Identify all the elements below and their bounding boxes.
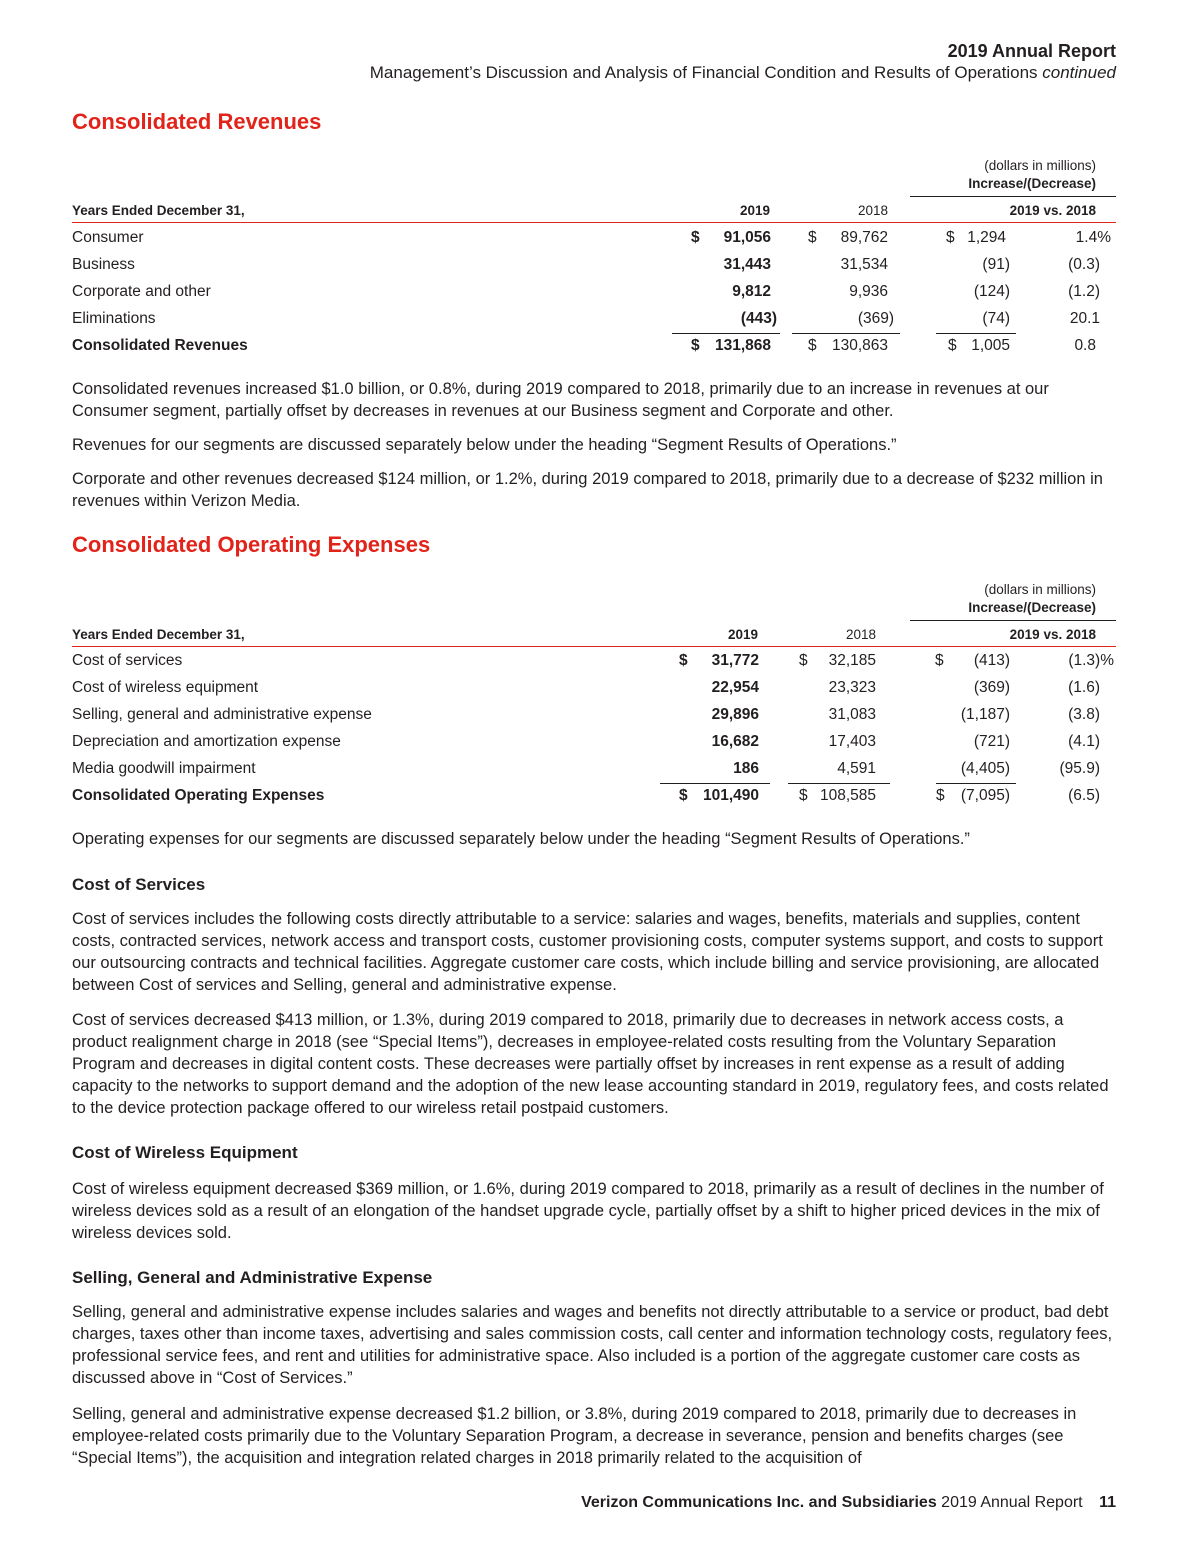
change-value: (1,187) xyxy=(960,706,1010,723)
revenues-table xyxy=(72,158,1116,363)
table-row xyxy=(72,787,1116,814)
value-2019: 9,812 xyxy=(732,283,771,300)
section-subtitle xyxy=(370,63,1116,83)
change-percent: (4.1) xyxy=(1068,733,1100,750)
row-label: Consolidated Revenues xyxy=(72,337,248,354)
dollar-sign: $ xyxy=(948,337,957,354)
table-row xyxy=(72,706,1116,733)
value-2018: 32,185 xyxy=(828,652,876,669)
dollar-sign: $ xyxy=(946,229,955,246)
change-percent: (6.5) xyxy=(1068,787,1100,804)
change-header: Increase/(Decrease) xyxy=(968,600,1096,615)
cost-of-wireless-paragraph: Cost of wireless equipment decreased $369 million, or 1.6%, during 2019 compared to 2018, primarily as a result of declines in the number of wireless devices sold as a result of an elongation of the handset upgrade cycle, partially offset by a shift to higher priced devices in the mix of wireless devices sold. xyxy=(72,1180,1104,1242)
value-2019: 31,443 xyxy=(723,256,771,273)
revenues-heading: Consolidated Revenues xyxy=(72,109,322,134)
value-2018: 108,585 xyxy=(819,787,876,804)
value-2019: 186 xyxy=(733,760,759,777)
revenues-paragraph: Corporate and other revenues decreased $124 million, or 1.2%, during 2019 compared to 2018, primarily due to a decrease of $232 million in revenues within Verizon Media. xyxy=(72,470,1103,510)
row-label: Media goodwill impairment xyxy=(72,760,256,777)
dollar-sign: $ xyxy=(679,652,688,669)
change-percent: (1.2) xyxy=(1068,283,1100,300)
cost-of-services-paragraph: Cost of services includes the following costs directly attributable to a service: salaries and wages, benefits, materials and supplies, content costs, contracted services, network access and transport costs, customer provisioning costs, computer systems support, and costs to support our outsourcing contracts and technical facilities. Aggregate customer care costs, which include billing and service provisioning, are allocated between Cost of services and Selling, general and administrative expense. xyxy=(72,910,1103,994)
change-percent: 0.8 xyxy=(1074,337,1096,354)
change-value: 1,294 xyxy=(967,229,1006,246)
change-percent: (95.9) xyxy=(1059,760,1100,777)
col-2018-header: 2018 xyxy=(857,203,888,218)
value-2018: 89,762 xyxy=(840,229,888,246)
change-header-rule xyxy=(910,620,1116,621)
report-title: 2019 Annual Report xyxy=(947,41,1116,61)
sga-heading: Selling, General and Administrative Expense xyxy=(72,1268,433,1287)
expenses-heading: Consolidated Operating Expenses xyxy=(72,532,431,557)
col-2019-header: 2019 xyxy=(739,203,770,218)
value-2018: 31,534 xyxy=(840,256,888,273)
table-row xyxy=(72,229,1116,256)
header-rule xyxy=(72,646,1116,647)
sga-paragraph: Selling, general and administrative expense decreased $1.2 billion, or 3.8%, during 2019 compared to 2018, primarily due to decreases in employee-related costs primarily due to the Voluntary Separation Program, a decrease in severance, pension and benefits charges (see “Special Items”), the acquisition and integration related charges in 2018 primarily related to the acquisition of xyxy=(72,1405,1077,1467)
dollar-sign: $ xyxy=(935,652,944,669)
value-2019: 131,868 xyxy=(714,337,771,354)
dollar-sign: $ xyxy=(808,337,817,354)
years-header: Years Ended December 31, xyxy=(72,627,245,642)
value-2019: 22,954 xyxy=(711,679,759,696)
dollar-sign: $ xyxy=(799,787,808,804)
change-percent: 1.4% xyxy=(1075,229,1111,246)
value-2019: 29,896 xyxy=(711,706,759,723)
change-value: (91) xyxy=(982,256,1010,273)
value-2019: (443) xyxy=(740,310,777,327)
dollar-sign: $ xyxy=(799,652,808,669)
change-value: (413) xyxy=(973,652,1010,669)
change-header-rule xyxy=(910,196,1116,197)
subtotal-rule xyxy=(660,783,770,784)
value-2018: (369) xyxy=(857,310,894,327)
row-label: Cost of wireless equipment xyxy=(72,679,259,696)
row-label: Selling, general and administrative expense xyxy=(72,706,372,723)
units-note: (dollars in millions) xyxy=(984,158,1096,173)
row-label: Business xyxy=(72,256,135,273)
expenses-table xyxy=(72,582,1116,812)
footer-report: 2019 Annual Report xyxy=(941,1494,1083,1511)
row-label: Corporate and other xyxy=(72,283,211,300)
row-label: Consolidated Operating Expenses xyxy=(72,787,325,804)
cost-of-services-heading: Cost of Services xyxy=(72,875,206,894)
revenues-paragraph: Consolidated revenues increased $1.0 billion, or 0.8%, during 2019 compared to 2018, primarily due to an increase in revenues at our Consumer segment, partially offset by decreases in revenues at our Business segment and Corporate and other. xyxy=(72,380,1049,420)
table-row xyxy=(72,679,1116,706)
page-number: 11 xyxy=(1099,1494,1116,1511)
change-percent: (1.6) xyxy=(1068,679,1100,696)
table-row xyxy=(72,283,1116,310)
change-value: (369) xyxy=(973,679,1010,696)
header-rule xyxy=(72,222,1116,223)
revenues-paragraph: Revenues for our segments are discussed separately below under the heading “Segment Results of Operations.” xyxy=(72,436,897,454)
change-value: (4,405) xyxy=(960,760,1010,777)
subtotal-rule xyxy=(788,783,890,784)
value-2018: 130,863 xyxy=(831,337,888,354)
value-2018: 4,591 xyxy=(837,760,876,777)
value-2018: 31,083 xyxy=(828,706,876,723)
subtitle-text: Management’s Discussion and Analysis of Financial Condition and Results of Operations xyxy=(369,63,1038,82)
table-row xyxy=(72,337,1116,364)
subtotal-rule xyxy=(672,333,780,334)
row-label: Cost of services xyxy=(72,652,183,669)
expenses-intro: Operating expenses for our segments are discussed separately below under the heading “Segment Results of Operations.” xyxy=(72,830,970,848)
value-2019: 16,682 xyxy=(711,733,759,750)
subtotal-rule xyxy=(792,333,900,334)
col-2019-header: 2019 xyxy=(727,627,758,642)
change-header: Increase/(Decrease) xyxy=(968,176,1096,191)
change-value: (721) xyxy=(973,733,1010,750)
table-row xyxy=(72,733,1116,760)
value-2019: 91,056 xyxy=(723,229,771,246)
sga-paragraph: Selling, general and administrative expense includes salaries and wages and benefits not directly attributable to a service or product, bad debt charges, taxes other than income taxes, advertising and sales commission costs, call center and information technology costs, regulatory fees, professional service fees, and rent and utilities for administrative space. Also included is a portion of the aggregate customer care costs as discussed above in “Cost of Services.” xyxy=(72,1303,1113,1387)
col-2018-header: 2018 xyxy=(845,627,876,642)
subtotal-rule xyxy=(936,783,1016,784)
units-note: (dollars in millions) xyxy=(984,582,1096,597)
col-change-header: 2019 vs. 2018 xyxy=(1009,203,1096,218)
value-2019: 101,490 xyxy=(702,787,759,804)
value-2019: 31,772 xyxy=(711,652,759,669)
subtitle-suffix: continued xyxy=(1042,63,1116,82)
value-2018: 23,323 xyxy=(828,679,876,696)
change-percent: (1.3)% xyxy=(1068,652,1114,669)
change-value: 1,005 xyxy=(971,337,1010,354)
change-percent: (0.3) xyxy=(1068,256,1100,273)
cost-of-services-paragraph: Cost of services decreased $413 million, or 1.3%, during 2019 compared to 2018, primarily due to decreases in network access costs, a product realignment charge in 2018 (see “Special Items”), decreases in employee-related costs resulting from the Voluntary Separation Program and decreases in digital content costs. These decreases were partially offset by increases in rent expense as a result of adding capacity to the networks to support demand and the adoption of the new lease accounting standard in 2019, regulatory fees, and costs related to the device protection package offered to our wireless retail postpaid customers. xyxy=(72,1011,1109,1117)
row-label: Consumer xyxy=(72,229,144,246)
change-percent: 20.1 xyxy=(1069,310,1100,327)
table-row xyxy=(72,652,1116,679)
table-row xyxy=(72,256,1116,283)
dollar-sign: $ xyxy=(936,787,945,804)
change-value: (124) xyxy=(973,283,1010,300)
change-percent: (3.8) xyxy=(1068,706,1100,723)
dollar-sign: $ xyxy=(691,337,700,354)
page-footer xyxy=(581,1494,1116,1512)
row-label: Eliminations xyxy=(72,310,156,327)
value-2018: 9,936 xyxy=(849,283,888,300)
years-header: Years Ended December 31, xyxy=(72,203,245,218)
footer-company: Verizon Communications Inc. and Subsidiaries xyxy=(581,1494,937,1511)
col-change-header: 2019 vs. 2018 xyxy=(1009,627,1096,642)
value-2018: 17,403 xyxy=(828,733,876,750)
cost-of-wireless-heading: Cost of Wireless Equipment xyxy=(72,1143,298,1162)
row-label: Depreciation and amortization expense xyxy=(72,733,341,750)
dollar-sign: $ xyxy=(691,229,700,246)
change-value: (7,095) xyxy=(960,787,1010,804)
dollar-sign: $ xyxy=(679,787,688,804)
change-value: (74) xyxy=(982,310,1010,327)
dollar-sign: $ xyxy=(808,229,817,246)
subtotal-rule xyxy=(936,333,1016,334)
